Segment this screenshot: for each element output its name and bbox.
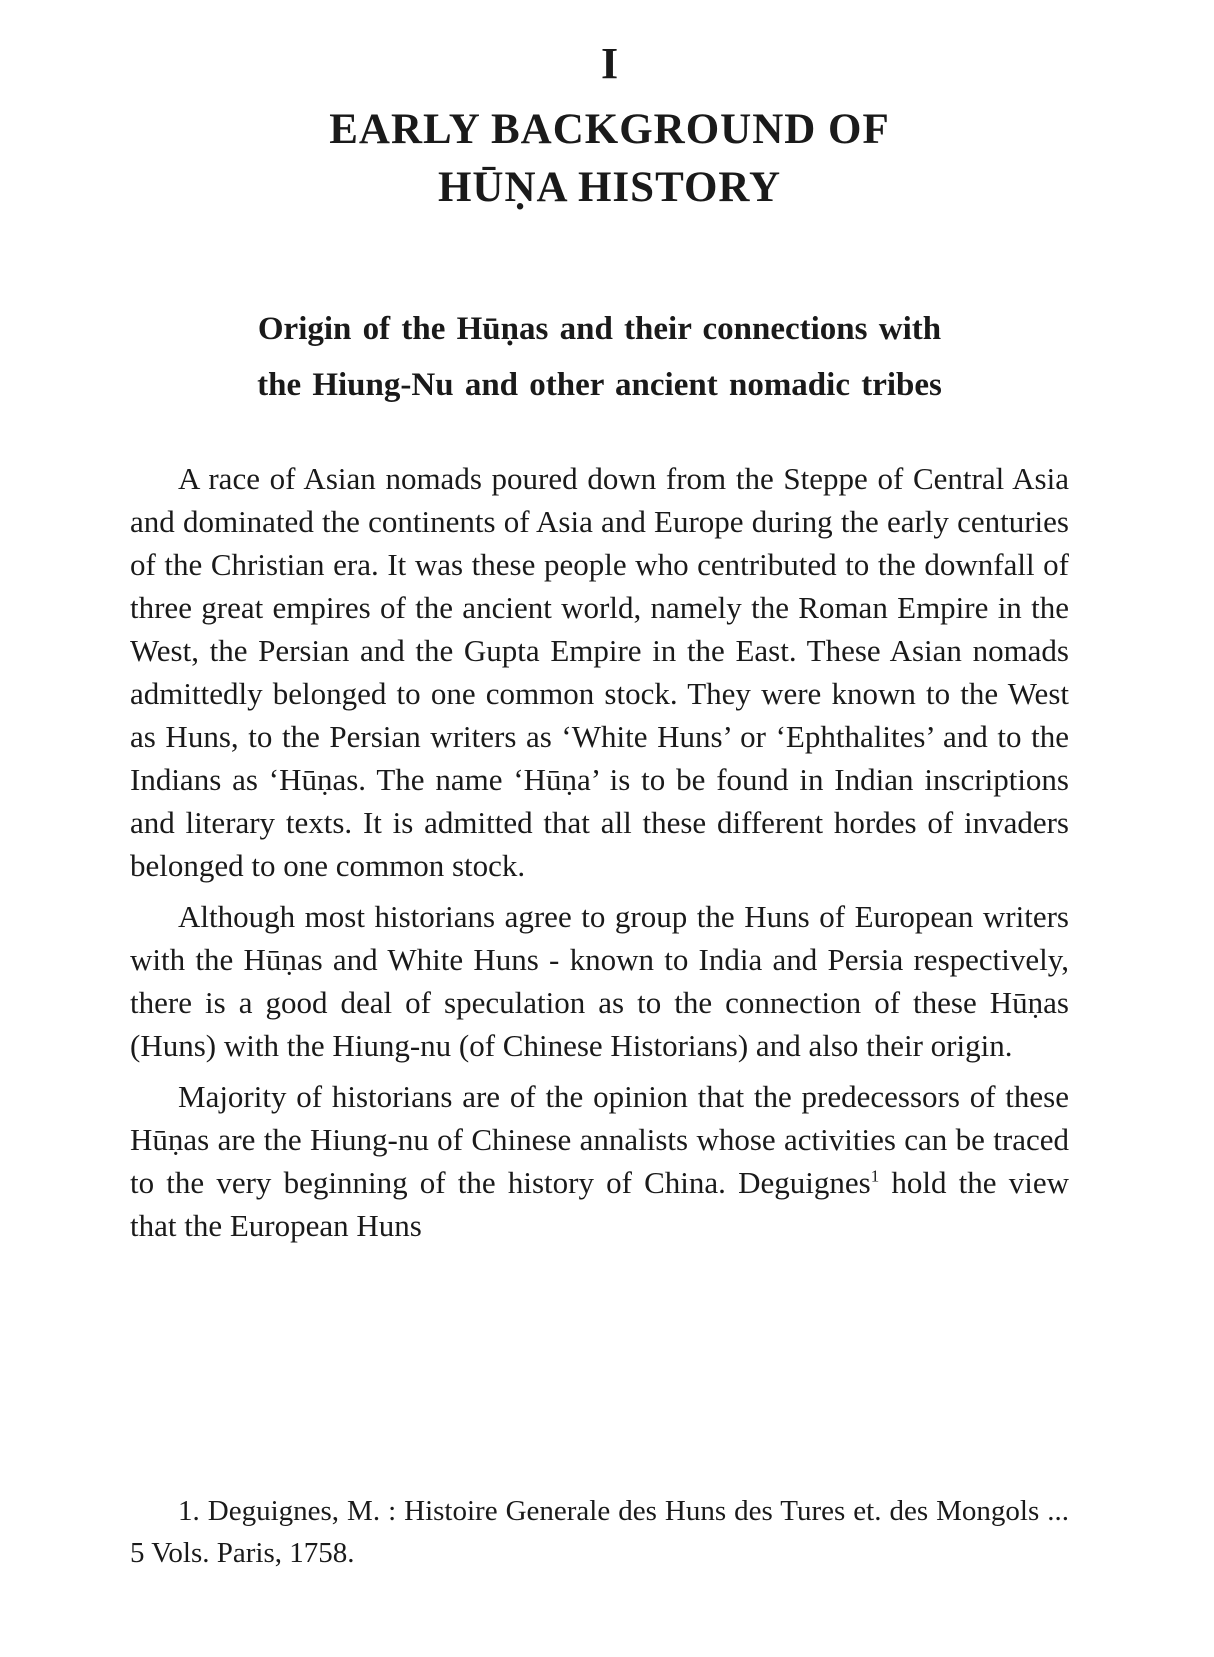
- paragraph-3-text: Majority of historians are of the opinion that the predecessors of these Hūṇas are the Hiung-nu of Chinese annalists whose activities can be traced to the very beginning of the history of China. Deguignes: [130, 1078, 1069, 1200]
- section-heading-line-2: the Hiung-Nu and other ancient nomadic tribes: [257, 366, 942, 403]
- paragraph-3: [130, 1075, 1069, 1247]
- section-heading: [130, 301, 1069, 413]
- chapter-title: [130, 101, 1069, 217]
- chapter-title-line-1: EARLY BACKGROUND OF: [329, 105, 890, 153]
- body-text: [130, 457, 1069, 1247]
- paragraph-1: A race of Asian nomads poured down from the Steppe of Central Asia and dominated the continents of Asia and Europe during the early centuries of the Christian era. It was these people who centributed to the downfall of three great empires of the ancient world, namely the Roman Empire in the West, the Persian and the Gupta Empire in the East. These Asian nomads admittedly belonged to one common stock. They were known to the West as Huns, to the Persian writers as ‘White Huns’ or ‘Ephthalites’ and to the Indians as ‘Hūṇas. The name ‘Hūṇa’ is to be found in Indian inscriptions and literary texts. It is admitted that all these different hordes of invaders belonged to one common stock.: [130, 460, 1069, 883]
- book-page: [0, 38, 1214, 1657]
- section-heading-line-1: Origin of the Hūṇas and their connections with: [257, 310, 942, 347]
- chapter-number: I: [600, 39, 619, 88]
- footnote-reference: 1: [870, 1166, 880, 1186]
- paragraph-2: Although most historians agree to group the Huns of European writers with the Hūṇas and White Huns - known to India and Persia respectively, there is a good deal of speculation as to the connection of these Hūṇas (Huns) with the Hiung-nu (of Chinese Historians) and also their origin.: [130, 898, 1069, 1063]
- paragraph-3-continuation: hold the view that the European Huns: [130, 1164, 1069, 1243]
- footnote: 1. Deguignes, M. : Histoire Generale des Huns des Tures et. des Mongols ... 5 Vols. Paris, 1758.: [130, 1495, 1069, 1569]
- chapter-title-line-2: HŪṆA HISTORY: [437, 163, 782, 211]
